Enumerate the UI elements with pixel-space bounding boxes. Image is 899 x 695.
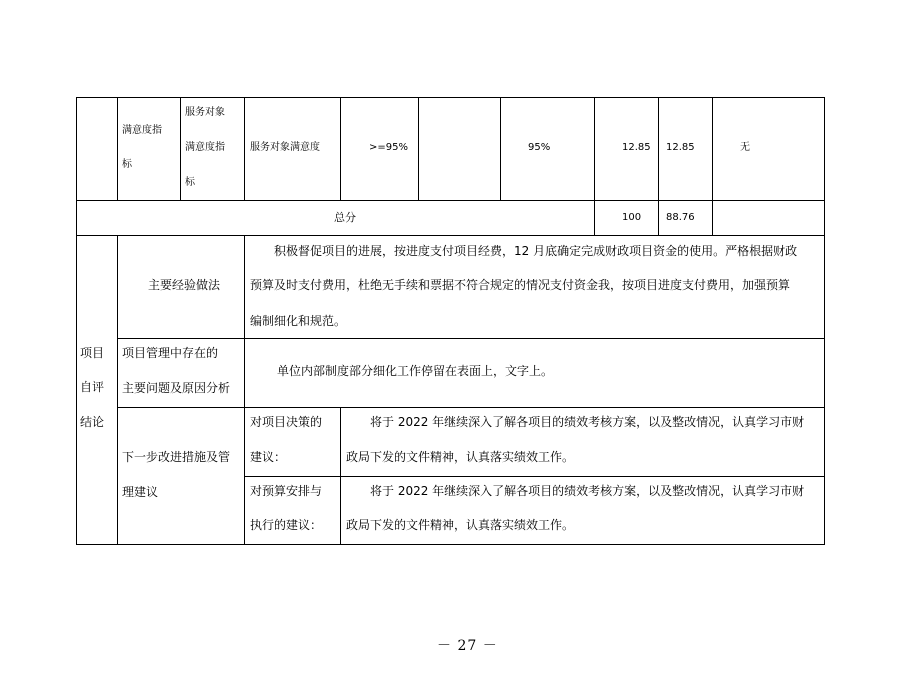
- table-line: [340, 407, 341, 545]
- table-line: [500, 97, 501, 201]
- category-cell-line: 标: [122, 159, 132, 170]
- table-line: [244, 97, 245, 201]
- table-line: [244, 235, 245, 545]
- conclusion-label-line: 项目: [80, 346, 105, 360]
- conclusion-label-line: 结论: [80, 415, 105, 429]
- table-line: [76, 544, 825, 545]
- sub-category-cell-line: 满意度指: [185, 142, 225, 153]
- budget-text-line: 将于 2022 年继续深入了解各项目的绩效考核方案，以及整改情况，认真学习市财: [370, 484, 805, 498]
- sub-category-cell-line: 标: [185, 177, 195, 188]
- total-weight: 100: [622, 212, 642, 223]
- budget-label-line: 对预算安排与: [250, 484, 323, 498]
- table-line: [658, 97, 659, 236]
- table-line: [712, 97, 713, 236]
- total-label: 总分: [334, 211, 356, 224]
- experience-text-line: 编制细化和规范。: [250, 314, 347, 328]
- experience-text-line: 预算及时支付费用，杜绝无手续和票据不符合规定的情况支付资金我，按项目进度支付费用，加强预算: [250, 278, 791, 292]
- table-line: [244, 476, 825, 477]
- improvement-label-line: 下一步改进措施及管: [122, 450, 231, 464]
- conclusion-label-line: 自评: [80, 380, 105, 394]
- table-line: [824, 97, 825, 545]
- sub-category-cell-line: 服务对象: [185, 107, 225, 118]
- table-line: [594, 97, 595, 236]
- weight-cell: 12.85: [622, 142, 651, 153]
- actual-value-cell: 95%: [528, 142, 551, 153]
- page-number: － 27 －: [437, 638, 498, 654]
- table-line: [76, 97, 77, 545]
- table-line: [340, 97, 341, 201]
- problems-label-line: 主要问题及原因分析: [122, 381, 231, 395]
- note-cell: 无: [740, 142, 750, 153]
- table-line: [117, 338, 825, 339]
- table-line: [117, 407, 825, 408]
- table-line: [117, 235, 118, 545]
- budget-text-line: 政局下发的文件精神，认真落实绩效工作。: [346, 518, 575, 532]
- experience-label: 主要经验做法: [148, 278, 221, 292]
- decision-text-line: 政局下发的文件精神，认真落实绩效工作。: [346, 450, 575, 464]
- problems-text: 单位内部制度部分细化工作停留在表面上，文字上。: [277, 364, 554, 378]
- score-cell: 12.85: [666, 142, 695, 153]
- total-score: 88.76: [666, 212, 695, 223]
- experience-text-line: 积极督促项目的进展，按进度支付项目经费，12 月底确定完成财政项目资金的使用。严格根据财政: [274, 244, 798, 258]
- target-value-cell: >=95%: [369, 142, 408, 153]
- decision-text-line: 将于 2022 年继续深入了解各项目的绩效考核方案，以及整改情况，认真学习市财: [370, 415, 805, 429]
- indicator-cell: 服务对象满意度: [250, 142, 320, 153]
- decision-label-line: 建议：: [250, 450, 287, 464]
- budget-label-line: 执行的建议：: [250, 518, 323, 532]
- improvement-label-line: 理建议: [122, 485, 159, 499]
- table-line: [117, 97, 118, 201]
- table-line: [180, 97, 181, 201]
- category-cell-line: 满意度指: [122, 125, 162, 136]
- table-line: [418, 97, 419, 201]
- decision-label-line: 对项目决策的: [250, 415, 323, 429]
- problems-label-line: 项目管理中存在的: [122, 346, 219, 360]
